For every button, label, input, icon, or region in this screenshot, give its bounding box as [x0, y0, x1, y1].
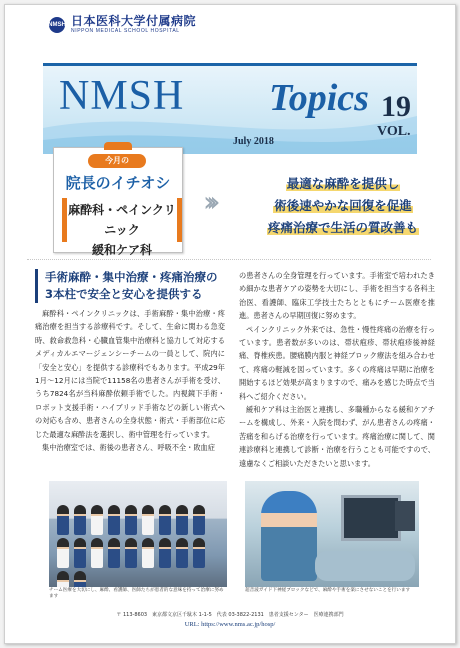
article-paragraph: 麻酔科・ペインクリニックは、手術麻酔・集中治療・疼痛治療を担当する診療科です。そして、生命に関わる急変時、救命救急科・心臓血管集中治療科と協力して対応するメディカルエマージェンシーチームの一員として、院内に「安全と安心」を提供する診療科でもあります。平成29年1月～12月には当院で11158名の患者さんが手術を受け、うち7824名が当科麻酔依頼手術でした。内視鏡下手術・ロボット支援手術・ハイブリッド手術などの新しい術式への対応も含め、患者さんの全身状態・術式・手術部位に応じた最適な麻酔法を選択し、術中管理を行っています。: [35, 309, 225, 439]
headline-line3: 疼痛治療で生活の質改善も: [267, 220, 418, 235]
procedure-photo: [245, 481, 419, 587]
issue-label: VOL.: [377, 124, 411, 139]
feature-card: [53, 147, 183, 257]
photo-caption-1: チーム医療を大切にし、麻酔、看護師、医師たちが患者的な意味を持って治療に努めます: [49, 588, 224, 599]
card-clip: [104, 142, 132, 150]
headline-line2: 術後速やかな回復を促進: [274, 198, 412, 213]
equipment: [395, 501, 415, 531]
team-members: [57, 505, 217, 575]
team-photo: [49, 481, 227, 587]
newsletter-page: [4, 4, 456, 644]
footer-address: 〒 113-8603 東京都文京区千駄木 1-1-5 代表 03-3822-2131 患者支援センター 医療連携部門: [116, 612, 344, 618]
article-column-1: [35, 307, 225, 454]
doctor-figure: [261, 491, 317, 581]
article-heading-line2: 3本柱で安全と安心を提供する: [45, 287, 203, 301]
department-tag: [62, 198, 182, 257]
hospital-logo: NMSH: [49, 17, 65, 33]
patient-figure: [315, 551, 415, 581]
newsletter-subtitle: Topics: [269, 77, 369, 119]
article-paragraph: 集中治療室では、術後の患者さん、呼吸不全・敗血症: [42, 443, 215, 453]
department-line1: 麻酔科・ペインクリニック: [68, 203, 176, 237]
issue-number: 19: [381, 90, 411, 123]
hospital-header: [49, 15, 196, 34]
hospital-name: 日本医科大学付属病院: [71, 14, 197, 28]
department-line2: 緩和ケア科: [91, 243, 152, 257]
feature-badge: 今月の: [88, 154, 146, 168]
feature-title: 院長のイチオシ: [65, 174, 171, 192]
newsletter-title: NMSH: [59, 73, 185, 119]
article-paragraph: の患者さんの全身管理を行っています。手術室で培われたきめ細かな患者ケアの姿勢を大切にし、手術を担当する各科主治医、看護師、臨床工学技士たちとともにチーム医療を推進。患者さんの早期回復に努めます。: [239, 271, 435, 321]
article-paragraph: ペインクリニック外来では、急性・慢性疼痛の治療を行っています。患者数が多いのは、帯状疱疹、帯状疱疹後神経痛、脊椎疾患。腰痛膜内服と神経ブロック療法を組み合わせて、疼痛の軽減を図っています。多くの疼痛は早期に治療を開始するほど効果が高まりますので、痛みを感じた時点で当科へご紹介ください。: [239, 324, 435, 401]
issue-date: July 2018: [233, 136, 274, 147]
hospital-name-en: NIPPON MEDICAL SCHOOL HOSPITAL: [71, 28, 180, 34]
feature-headline: [245, 173, 441, 239]
chevron-right-icon: ›››: [203, 185, 213, 218]
footer-url[interactable]: URL: https://www.nms.ac.jp/hosp/: [184, 621, 276, 628]
section-divider: [27, 259, 431, 260]
article-heading: [35, 269, 235, 303]
title-banner: [43, 63, 417, 154]
photo-caption-2: 超音波ガイド下神経ブロックなどで、麻酔や手術を楽にさせないことを行います: [245, 588, 411, 593]
article-paragraph: 緩和ケア科は主治医と連携し、多職種からなる緩和ケアチームを構成し、外来・入院を問わず、がん患者さんの疼痛・苦痛を和らげる治療を行っています。疼痛治療に関して、関連診療科と連携して診断・治療を行うことも可能ですので、遠慮なくご相談いただきたいと思います。: [239, 405, 435, 468]
headline-line1: 最適な麻酔を提供し: [286, 176, 400, 191]
article-heading-line1: 手術麻酔・集中治療・疼痛治療の: [45, 270, 218, 284]
article-column-2: [239, 269, 435, 470]
ultrasound-monitor: [341, 495, 401, 541]
